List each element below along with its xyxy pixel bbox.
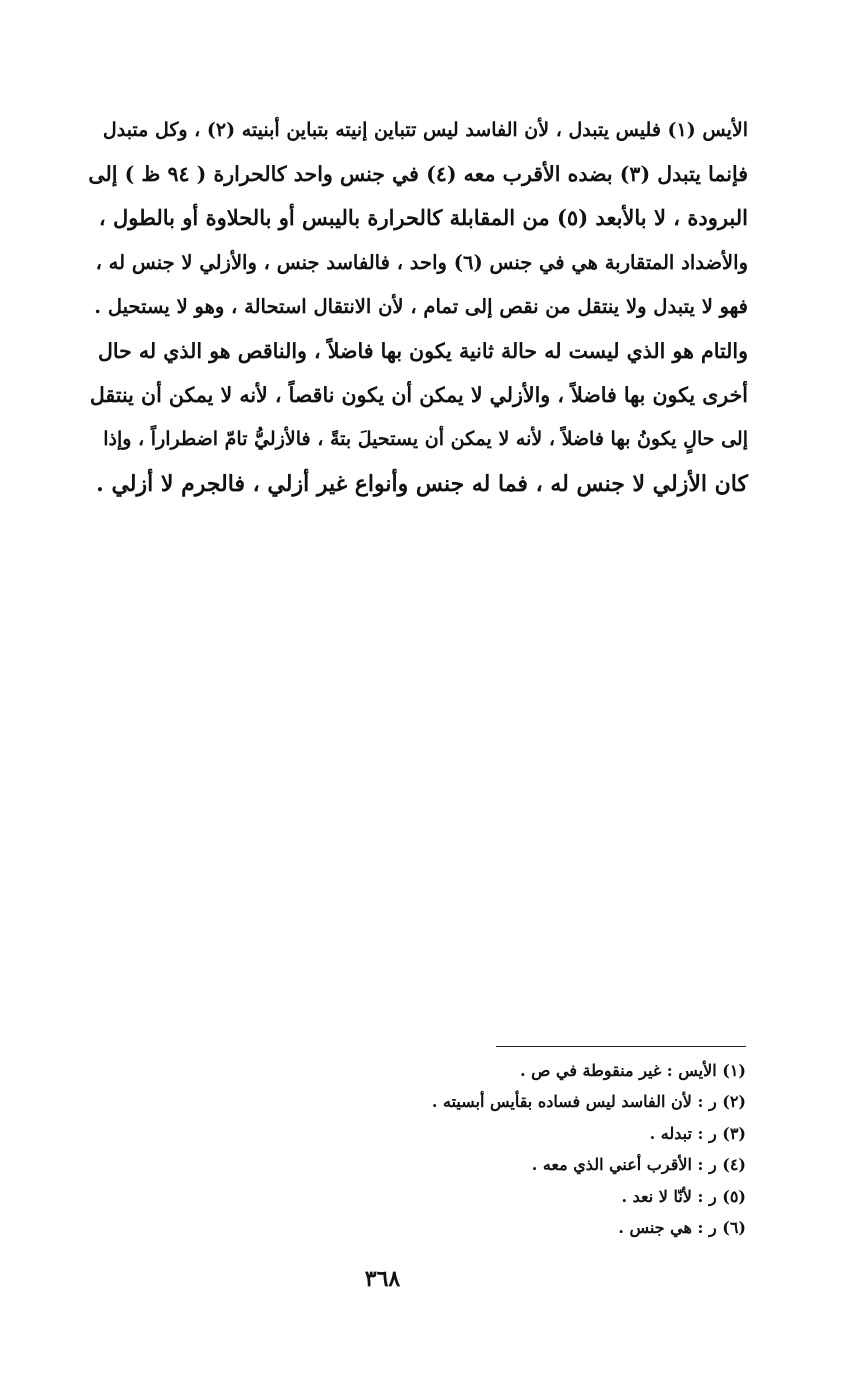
text-line-7: أخرى يكون بها فاضلاً ، والأزلي لا يمكن أن يكون ناقصاً ، لأنه لا يمكن أن ينتقل	[89, 383, 748, 408]
footnote-1: (١) الأيس : غير منقوطة في ص .	[519, 1061, 746, 1080]
text-line-8: إلى حالٍ يكونُ بها فاضلاً ، لأنه لا يمكن أن يستحيلَ بتةً ، فالأزليُّ تامّ اضطراراً ، وإذا	[103, 428, 748, 451]
footnote-divider	[496, 1046, 746, 1047]
footnote-5: (٥) ر : لأنّا لا نعد .	[621, 1186, 746, 1206]
main-paragraph	[88, 108, 748, 506]
text-line-2: فإنما يتبدل (٣) بضده الأقرب معه (٤) في جنس واحد كالحرارة ( ٩٤ ظ ) إلى	[88, 162, 748, 187]
footnote-3: (٣) ر : تبدله .	[649, 1123, 746, 1143]
footnote-4: (٤) ر : الأقرب أعني الذي معه .	[531, 1155, 746, 1175]
text-line-9: كان الأزلي لا جنس له ، فما له جنس وأنواع غير أزلي ، فالجرم لا أزلي .	[96, 470, 748, 497]
footnote-2: (٢) ر : لأن الفاسد ليس فساده بقأيس أبسيته .	[431, 1092, 746, 1112]
text-line-5: فهو لا يتبدل ولا ينتقل من نقص إلى تمام ، لأن الانتقال استحالة ، وهو لا يستحيل .	[94, 294, 748, 318]
text-line-6: والتام هو الذي ليست له حالة ثانية يكون بها فاضلاً ، والناقص هو الذي له حال	[97, 339, 748, 364]
footnotes-list	[286, 1055, 746, 1243]
text-line-4: والأضداد المتقاربة هي في جنس (٦) واحد ، فالفاسد جنس ، والأزلي لا جنس له ،	[95, 250, 748, 274]
text-line-3: البرودة ، لا بالأبعد (٥) من المقابلة كالحرارة باليبس أو بالحلاوة أو بالطول ،	[98, 205, 748, 231]
footnote-6: (٦) ر : هي جنس .	[618, 1218, 746, 1238]
text-line-1: الأيس (١) فليس يتبدل ، لأن الفاسد ليس تتباين إنيته بتباين أبنيته (٢) ، وكل متبدل	[102, 119, 748, 141]
page-number: ٣٦٨	[364, 1266, 401, 1292]
